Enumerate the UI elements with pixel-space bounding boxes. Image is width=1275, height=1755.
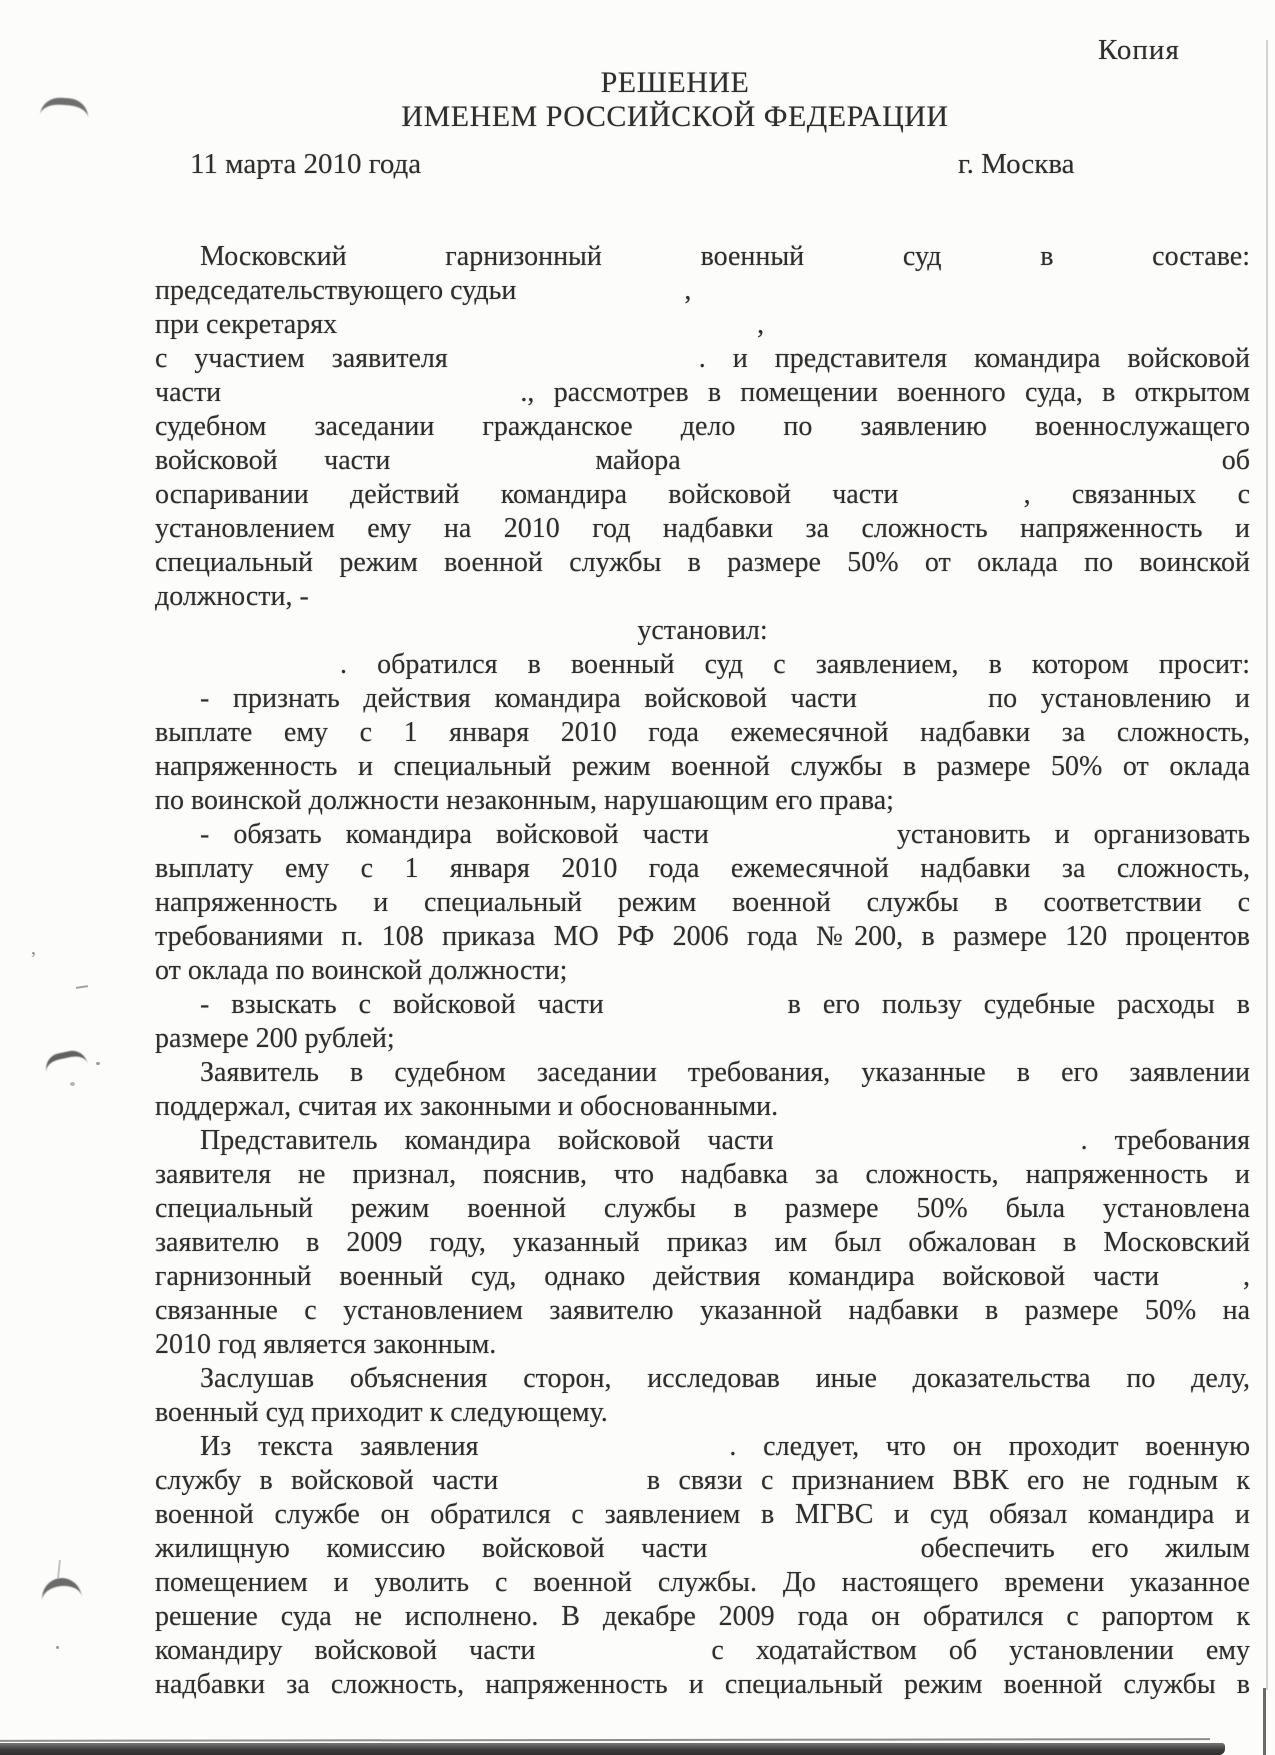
text-line: специальный режим военной службы в размере 50% от оклада по воинской (155, 547, 1250, 578)
stray-dash-mark (76, 985, 88, 989)
pen-tick-mark: ’ (30, 948, 37, 970)
decision-date: 11 марта 2010 года (190, 148, 422, 180)
smudge-hook-middle (43, 1048, 91, 1088)
text-line: гарнизонный военный суд, однако действия командира войсковой части , (155, 1261, 1250, 1292)
body-lines (155, 240, 1250, 1702)
text-line: заявителя не признал, пояснив, что надбавка за сложность, напряженность и (155, 1159, 1250, 1190)
text-line: - обязать командира войсковой части установить и организовать (200, 819, 1250, 850)
text-line: - признать действия командира войсковой части по установлению и (200, 683, 1250, 714)
text-line: Заслушав объяснения сторон, исследовав иные доказательства по делу, (200, 1363, 1250, 1394)
text-line: поддержал, считая их законными и обоснованными. (155, 1091, 779, 1122)
text-line: 2010 год является законным. (155, 1329, 497, 1360)
text-line: напряженность и специальный режим военной службы в соответствии с (155, 887, 1250, 918)
text-line: связанные с установлением заявителю указанной надбавки в размере 50% на (155, 1295, 1250, 1326)
text-line: военной службе он обратился с заявлением в МГВС и суд обязал командира и (155, 1499, 1250, 1530)
text-line: требованиями п. 108 приказа МО РФ 2006 года №200, в размере 120 процентов (155, 921, 1250, 952)
text-line: судебном заседании гражданское дело по заявлению военнослужащего (155, 411, 1250, 442)
copy-label: Копия (1098, 34, 1180, 66)
title-line-1: РЕШЕНИЕ (600, 66, 750, 99)
text-line: по воинской должности незаконным, нарушающим его права; (155, 785, 894, 816)
document-title (120, 66, 1230, 134)
hole-punch-shadow-top (39, 96, 89, 136)
text-line: командиру войсковой части с ходатайством об установлении ему (155, 1635, 1250, 1666)
text-line: напряженность и специальный режим военной службы в размере 50% от оклада (155, 751, 1250, 782)
text-line: Заявитель в судебном заседании требования, указанные в его заявлении (200, 1057, 1250, 1088)
scratch-hairline (57, 1560, 61, 1578)
text-line: . обратился в военный суд с заявлением, в котором просит: (200, 649, 1250, 680)
text-line: установлением ему на 2010 год надбавки за сложность напряженность и (155, 513, 1250, 544)
text-line: должности, - (155, 581, 309, 612)
text-line: заявителю в 2009 году, указанный приказ им был обжалован в Московский (155, 1227, 1250, 1258)
ink-speck (96, 1062, 100, 1065)
ink-speck (70, 1082, 75, 1086)
text-line: с участием заявителя . и представителя командира войсковой (155, 343, 1250, 374)
text-line: выплате ему с 1 января 2010 года ежемесячной надбавки за сложность, (155, 717, 1250, 748)
decision-city: г. Москва (958, 148, 1075, 180)
text-line: жилищную комиссию войсковой части обеспечить его жилым (155, 1533, 1250, 1564)
text-line: надбавки за сложность, напряженность и специальный режим военной службы в (155, 1669, 1250, 1700)
text-line: Московский гарнизонный военный суд в составе: (200, 241, 1250, 272)
text-line: части ., рассмотрев в помещении военного суда, в открытом (155, 377, 1250, 408)
text-line: помещением и уволить с военной службы. До настоящего времени указанное (155, 1567, 1250, 1598)
text-line: размере 200 рублей; (155, 1023, 395, 1054)
scan-edge-line-right-dark (1263, 1688, 1266, 1755)
text-line: при секретарях , (155, 309, 765, 340)
text-line: специальный режим военной службы в размере 50% была установлена (155, 1193, 1250, 1224)
scan-edge-thin-line-bottom (0, 1738, 1210, 1742)
text-line: военный суд приходит к следующему. (155, 1397, 608, 1428)
ink-speck (56, 1646, 59, 1649)
date-row (0, 148, 1275, 182)
scan-edge-line-right (1266, 40, 1268, 1690)
text-line: Из текста заявления . следует, что он проходит военную (200, 1431, 1250, 1462)
text-line: от оклада по воинской должности; (155, 955, 568, 986)
scan-edge-bar-bottom (0, 1743, 1225, 1755)
hole-punch-shadow-bottom (40, 1576, 84, 1622)
title-line-2: ИМЕНЕМ РОССИЙСКОЙ ФЕДЕРАЦИИ (401, 100, 949, 133)
text-line: выплату ему с 1 января 2010 года ежемесячной надбавки за сложность, (155, 853, 1250, 884)
text-line: службу в войсковой части в связи с признанием ВВК его не годным к (155, 1465, 1250, 1496)
text-line: войсковой части майора об (155, 445, 1250, 476)
text-line: решение суда не исполнено. В декабре 2009 года он обратился с рапортом к (155, 1601, 1250, 1632)
text-line: председательствующего судьи , (155, 275, 692, 306)
text-line: - взыскать с войсковой части в его пользу судебные расходы в (200, 989, 1250, 1020)
text-line: Представитель командира войсковой части . требования (200, 1125, 1250, 1156)
text-line: оспаривании действий командира войсковой части , связанных с (155, 479, 1250, 510)
text-line: установил: (637, 615, 768, 646)
